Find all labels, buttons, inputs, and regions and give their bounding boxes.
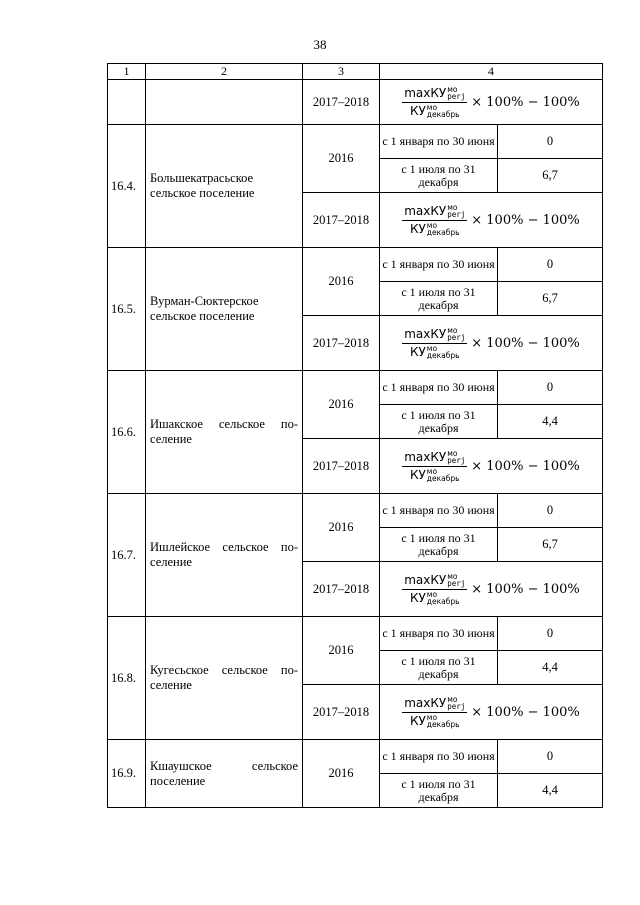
year-cell: 2016 [303,740,380,808]
formula-num-sub: perj [447,333,466,342]
formula-cell [380,685,603,740]
formula-tail: × 100% − 100% [471,94,580,110]
page-number: 38 [313,37,327,52]
formula-fraction [402,450,467,483]
formula-num-sup: мо [447,449,458,458]
formula-num-base: maxКУ [404,85,447,100]
settlement-name-cell: Кшаушское сельское поселение [146,740,303,808]
value-cell: 4,4 [498,651,603,685]
formula-fraction [402,86,467,119]
formula-num-base: maxКУ [404,449,447,464]
growth-formula [402,86,580,119]
period-cell: с 1 июля по 31 декабря [380,282,498,316]
value-cell: 4,4 [498,774,603,808]
formula-denominator [408,344,462,360]
formula-num-base: maxКУ [404,326,447,341]
formula-den-base: КУ [409,344,426,359]
formula-num-sup: мо [447,85,458,94]
settlement-name-cell: Большекатрасьское сельское поселение [146,125,303,248]
formula-tail: × 100% − 100% [471,335,580,351]
formula-num-sub: perj [447,210,466,219]
formula-fraction [402,204,467,237]
growth-formula [402,696,580,729]
settlement-name-cell: Ишакское сельское по-селение [146,371,303,494]
period-cell: с 1 января по 30 июня [380,740,498,774]
header-col-2: 2 [146,64,303,80]
row-number-cell: 16.5. [108,248,146,371]
settlement-name-cell: Кугесьское сельское по-селение [146,617,303,740]
year-cell: 2017–2018 [303,685,380,740]
formula-num-base: maxКУ [404,572,447,587]
table-row [108,740,603,774]
value-cell: 6,7 [498,528,603,562]
formula-den-sup: мо [426,344,438,353]
growth-formula [402,327,580,360]
formula-den-sup: мо [426,221,438,230]
value-cell: 0 [498,740,603,774]
formula-cell [380,562,603,617]
period-cell: с 1 января по 30 июня [380,617,498,651]
year-cell: 2017–2018 [303,562,380,617]
formula-num-sup: мо [447,695,458,704]
formula-den-sub: декабрь [426,720,460,729]
value-cell: 0 [498,125,603,159]
formula-num-sub: perj [447,579,466,588]
formula-num-sup: мо [447,572,458,581]
formula-fraction [402,327,467,360]
formula-tail: × 100% − 100% [471,704,580,720]
formula-den-sub: декабрь [426,474,460,483]
value-cell: 0 [498,371,603,405]
table-row [108,617,603,651]
period-cell: с 1 января по 30 июня [380,494,498,528]
table-row [108,125,603,159]
formula-num-sup: мо [447,203,458,212]
settlement-name-cell [146,80,303,125]
year-cell: 2016 [303,125,380,193]
formula-denominator [408,713,462,729]
period-cell: с 1 января по 30 июня [380,371,498,405]
value-cell: 0 [498,617,603,651]
value-cell: 6,7 [498,159,603,193]
table-row [108,494,603,528]
formula-numerator [402,86,467,103]
value-cell: 0 [498,494,603,528]
year-cell: 2016 [303,617,380,685]
formula-denominator [408,467,462,483]
header-row [108,64,603,80]
period-cell: с 1 января по 30 июня [380,125,498,159]
formula-fraction [402,573,467,606]
year-cell: 2017–2018 [303,193,380,248]
formula-numerator [402,450,467,467]
formula-denominator [408,103,462,119]
table-row [108,248,603,282]
year-cell: 2016 [303,248,380,316]
row-number-cell: 16.4. [108,125,146,248]
formula-den-base: КУ [409,221,426,236]
period-cell: с 1 июля по 31 декабря [380,528,498,562]
formula-den-sup: мо [426,467,438,476]
formula-numerator [402,696,467,713]
formula-den-sup: мо [426,713,438,722]
value-cell: 0 [498,248,603,282]
period-cell: с 1 июля по 31 декабря [380,651,498,685]
formula-num-sub: perj [447,702,466,711]
growth-formula [402,450,580,483]
formula-den-sub: декабрь [426,110,460,119]
header-col-1: 1 [108,64,146,80]
year-cell: 2017–2018 [303,316,380,371]
header-col-3: 3 [303,64,380,80]
formula-tail: × 100% − 100% [471,212,580,228]
formula-num-sup: мо [447,326,458,335]
formula-denominator [408,590,462,606]
year-cell: 2017–2018 [303,80,380,125]
formula-den-sub: декабрь [426,228,460,237]
row-number-cell: 16.9. [108,740,146,808]
period-cell: с 1 января по 30 июня [380,248,498,282]
formula-num-base: maxКУ [404,695,447,710]
row-number-cell: 16.6. [108,371,146,494]
formula-tail: × 100% − 100% [471,458,580,474]
formula-cell [380,193,603,248]
formula-num-base: maxКУ [404,203,447,218]
tariff-table [107,63,603,808]
formula-cell [380,316,603,371]
value-cell: 4,4 [498,405,603,439]
year-cell: 2016 [303,494,380,562]
formula-denominator [408,221,462,237]
formula-den-sub: декабрь [426,597,460,606]
year-cell: 2016 [303,371,380,439]
header-col-4: 4 [380,64,603,80]
period-cell: с 1 июля по 31 декабря [380,405,498,439]
formula-numerator [402,204,467,221]
formula-cell [380,80,603,125]
formula-fraction [402,696,467,729]
row-number-cell [108,80,146,125]
formula-num-sub: perj [447,92,466,101]
table-row [108,371,603,405]
formula-den-sup: мо [426,103,438,112]
formula-cell [380,439,603,494]
growth-formula [402,573,580,606]
formula-den-base: КУ [409,467,426,482]
growth-formula [402,204,580,237]
row-number-cell: 16.8. [108,617,146,740]
formula-tail: × 100% − 100% [471,581,580,597]
year-cell: 2017–2018 [303,439,380,494]
formula-den-sub: декабрь [426,351,460,360]
period-cell: с 1 июля по 31 декабря [380,774,498,808]
settlement-name-cell: Вурман-Сюктерское сельское поселение [146,248,303,371]
value-cell: 6,7 [498,282,603,316]
continuation-row [108,80,603,125]
formula-den-base: КУ [409,103,426,118]
period-cell: с 1 июля по 31 декабря [380,159,498,193]
formula-den-base: КУ [409,590,426,605]
formula-numerator [402,327,467,344]
formula-den-sup: мо [426,590,438,599]
row-number-cell: 16.7. [108,494,146,617]
settlement-name-cell: Ишлейское сельское по-селение [146,494,303,617]
formula-den-base: КУ [409,713,426,728]
formula-num-sub: perj [447,456,466,465]
formula-numerator [402,573,467,590]
